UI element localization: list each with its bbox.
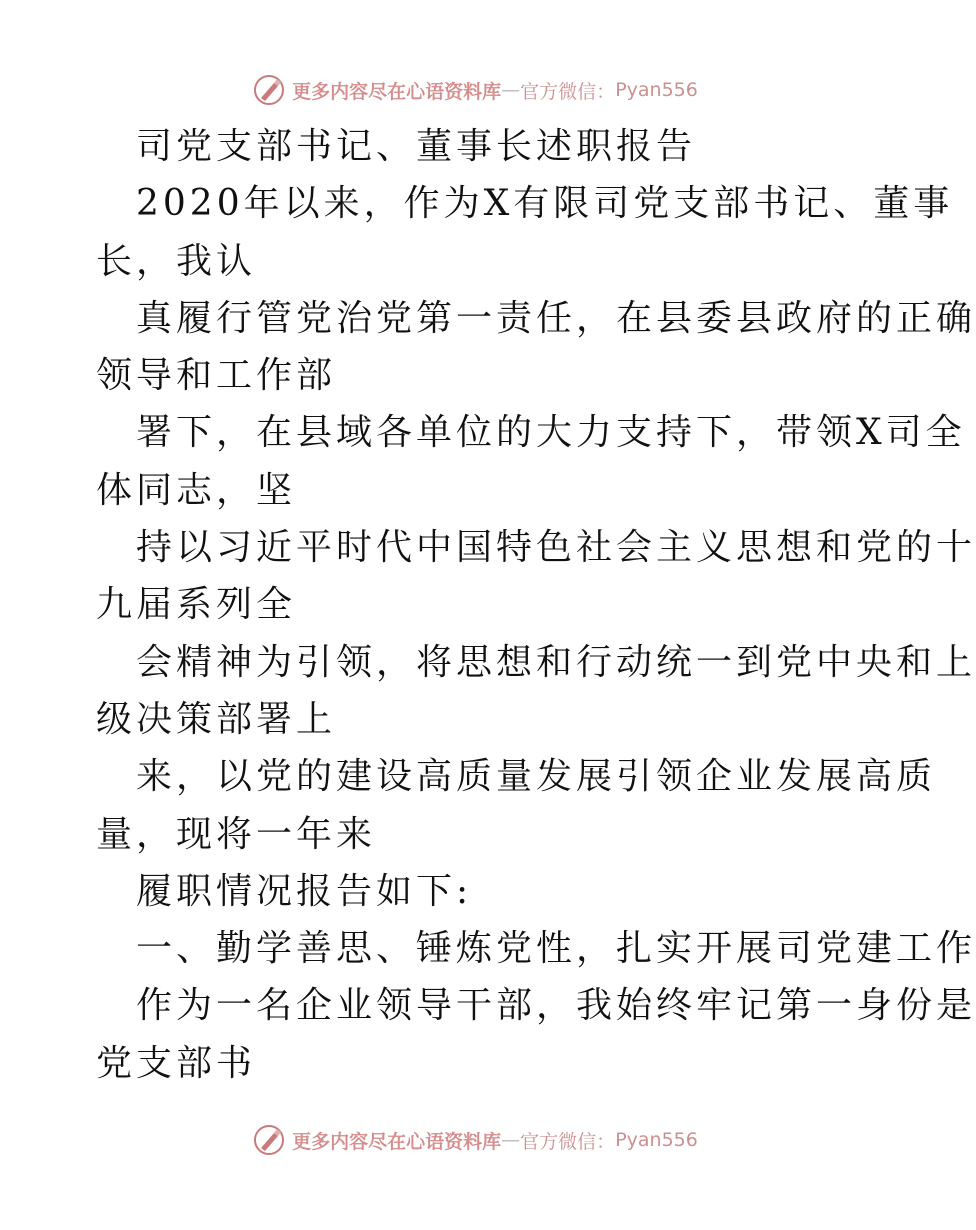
- paragraph-line: 级决策部署上: [96, 698, 337, 740]
- watermark-separator: —: [501, 79, 521, 101]
- paragraph-line: 长，我认: [96, 240, 257, 282]
- section-heading: 一、勤学善思、锤炼党性，扎实开展司党建工作: [136, 928, 976, 970]
- watermark-brand: 更多内容尽在心语资料库: [292, 80, 502, 103]
- paragraph-line: 党支部书: [96, 1042, 257, 1084]
- paragraph-line: 九届系列全: [96, 584, 297, 626]
- paragraph-line: 持以习近平时代中国特色社会主义思想和党的十: [136, 527, 976, 569]
- watermark-separator: —: [501, 1129, 521, 1151]
- paragraph-line: 体同志，坚: [96, 469, 297, 511]
- watermark-brand: 更多内容尽在心语资料库: [292, 1130, 502, 1153]
- paragraph-line: 作为一名企业领导干部，我始终牢记第一身份是: [136, 985, 976, 1027]
- document-body: [96, 118, 976, 1092]
- watermark-wechat-label: 官方微信：: [520, 80, 616, 103]
- paragraph-line: 领导和工作部: [96, 355, 337, 397]
- pen-logo-icon: [252, 73, 286, 107]
- paragraph-line: 真履行管党治党第一责任，在县委县政府的正确: [136, 297, 976, 339]
- paragraph-line: 署下，在县域各单位的大力支持下，带领X司全: [136, 412, 966, 454]
- watermark-footer: [0, 1120, 950, 1160]
- paragraph-line: 量，现将一年来: [96, 813, 377, 855]
- document-title: 司党支部书记、董事长述职报告: [136, 126, 697, 167]
- watermark-wechat-id: Pyan556: [615, 79, 698, 101]
- pen-logo-icon: [252, 1123, 286, 1157]
- watermark-header: [0, 70, 950, 110]
- watermark-wechat-id: Pyan556: [615, 1129, 698, 1151]
- paragraph-line: 2020年以来，作为X有限司党支部书记、董事: [136, 183, 954, 225]
- paragraph-line: 会精神为引领，将思想和行动统一到党中央和上: [136, 641, 976, 683]
- paragraph-line: 来，以党的建设高质量发展引领企业发展高质: [136, 756, 937, 798]
- paragraph-line: 履职情况报告如下:: [136, 870, 473, 912]
- watermark-wechat-label: 官方微信：: [520, 1130, 616, 1153]
